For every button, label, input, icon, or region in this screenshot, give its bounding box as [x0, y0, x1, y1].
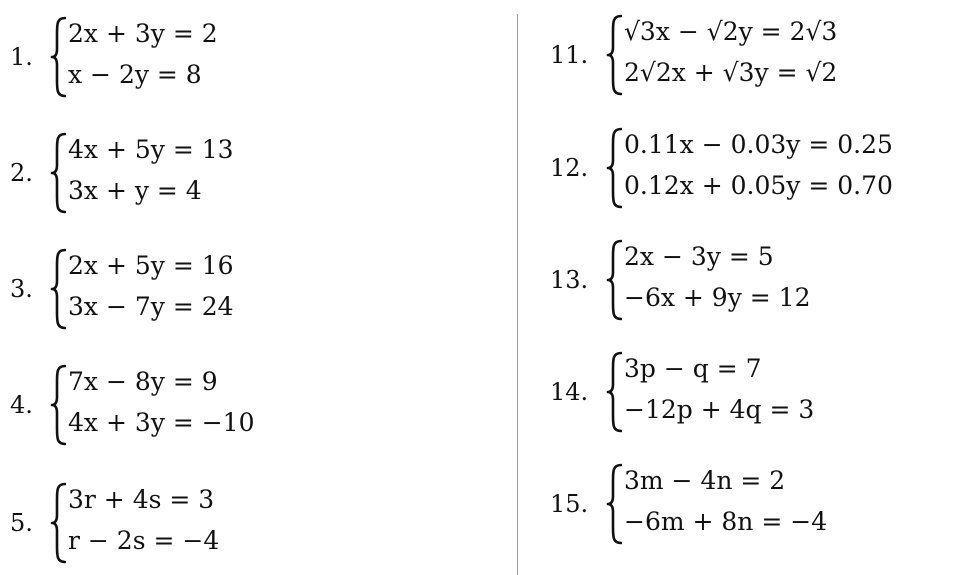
equation-1: 3m − 4n = 2 — [624, 466, 786, 495]
equation-2: −6x + 9y = 12 — [624, 283, 811, 312]
problem-number: 5. — [10, 509, 33, 537]
problem-number: 12. — [550, 154, 589, 182]
problem-number: 2. — [10, 159, 33, 187]
problem-12 — [540, 123, 960, 213]
problem-11 — [540, 10, 960, 100]
equation-2: 3x + y = 4 — [68, 176, 202, 205]
brace-icon — [50, 364, 66, 446]
problem-2 — [0, 128, 500, 218]
equation-1: √3x − √2y = 2√3 — [624, 17, 838, 46]
brace-icon — [50, 16, 66, 98]
equation-2: 3x − 7y = 24 — [68, 292, 234, 321]
equation-1: 3p − q = 7 — [624, 354, 762, 383]
equation-1: 2x − 3y = 5 — [624, 242, 774, 271]
brace-icon — [50, 248, 66, 330]
equation-2: 0.12x + 0.05y = 0.70 — [624, 171, 893, 200]
equation-1: 2x + 3y = 2 — [68, 19, 218, 48]
problem-4 — [0, 360, 500, 450]
equation-1: 2x + 5y = 16 — [68, 251, 234, 280]
equation-1: 0.11x − 0.03y = 0.25 — [624, 130, 893, 159]
problem-number: 3. — [10, 275, 33, 303]
problem-13 — [540, 235, 960, 325]
equation-2: x − 2y = 8 — [68, 60, 202, 89]
brace-icon — [606, 351, 622, 433]
problem-number: 14. — [550, 378, 589, 406]
problem-15 — [540, 459, 960, 549]
problem-14 — [540, 347, 960, 437]
brace-icon — [50, 132, 66, 214]
column-divider — [517, 14, 518, 575]
problem-number: 13. — [550, 266, 589, 294]
equation-1: 3r + 4s = 3 — [68, 485, 215, 514]
equation-2: −6m + 8n = −4 — [624, 507, 828, 536]
equation-2: −12p + 4q = 3 — [624, 395, 815, 424]
brace-icon — [606, 239, 622, 321]
brace-icon — [606, 463, 622, 545]
equation-2: 4x + 3y = −10 — [68, 408, 255, 437]
brace-icon — [606, 127, 622, 209]
problem-number: 15. — [550, 490, 589, 518]
problem-number: 1. — [10, 43, 33, 71]
equation-2: 2√2x + √3y = √2 — [624, 58, 838, 87]
brace-icon — [50, 482, 66, 564]
equation-2: r − 2s = −4 — [68, 526, 220, 555]
problem-3 — [0, 244, 500, 334]
problem-1 — [0, 12, 500, 102]
problem-number: 11. — [550, 41, 589, 69]
problem-number: 4. — [10, 391, 33, 419]
problem-5 — [0, 478, 500, 568]
brace-icon — [606, 14, 622, 96]
equation-1: 4x + 5y = 13 — [68, 135, 234, 164]
equation-1: 7x − 8y = 9 — [68, 367, 218, 396]
